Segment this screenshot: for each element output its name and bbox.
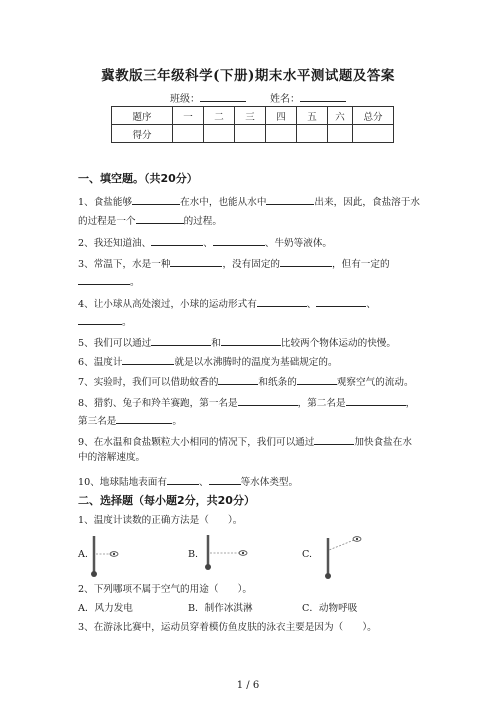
q3-line1	[78, 256, 390, 271]
q8-blank-2[interactable]	[346, 395, 406, 406]
q4-blank-1[interactable]	[257, 296, 307, 307]
score-row-label: 得分	[112, 125, 173, 143]
score-input-cell[interactable]	[173, 125, 204, 143]
q3-line2	[78, 274, 140, 289]
q7-text: 7、实验时，我们可以借助蚊香的	[78, 377, 219, 388]
q1-text: 的过程是一个	[78, 216, 136, 227]
q7-blank-2[interactable]	[297, 374, 337, 385]
q5-text: 比较两个物体运动的快慢。	[280, 338, 396, 349]
score-table	[111, 106, 394, 143]
score-cell: 总分	[353, 107, 394, 125]
q10-blank-1[interactable]	[167, 474, 199, 485]
score-input-cell[interactable]	[204, 125, 235, 143]
score-input-cell[interactable]	[266, 125, 297, 143]
q7-text: 和纸条的	[258, 377, 297, 388]
mc-q1: 1、温度计读数的正确方法是（ ）。	[78, 515, 243, 526]
q3-blank-3[interactable]	[78, 274, 130, 285]
q6-text: 6、温度计	[78, 357, 123, 368]
q1-blank-2[interactable]	[266, 194, 314, 205]
score-cell: 题序	[112, 107, 173, 125]
thermometer-figure-a	[86, 534, 120, 578]
score-cell: 六	[328, 107, 353, 125]
q2-option-b[interactable]: B．制作冰淇淋	[188, 603, 253, 614]
mc-q2: 2、下列哪项不属于空气的用途（ ）。	[78, 584, 252, 595]
q2-line	[78, 235, 332, 250]
score-input-cell[interactable]	[235, 125, 266, 143]
q3-text: 。	[130, 277, 140, 288]
score-input-cell[interactable]	[328, 125, 353, 143]
q6-text: 就是以水沸腾时的温度为基础规定的。	[174, 357, 338, 368]
q8-text: 。	[172, 416, 182, 427]
score-cell: 五	[297, 107, 328, 125]
q10-blank-2[interactable]	[209, 474, 241, 485]
q6-line	[78, 354, 338, 369]
q4-text: 、	[306, 299, 317, 310]
q2-text: 、	[203, 238, 213, 249]
q1-line2	[78, 213, 222, 228]
q8-text: ，第二名是	[297, 398, 346, 409]
q7-line	[78, 374, 414, 389]
q1-blank-3[interactable]	[136, 213, 184, 224]
q1-option-a-label[interactable]: A.	[78, 549, 88, 560]
q5-text: 和	[211, 338, 221, 349]
thermometer-figure-b	[200, 533, 250, 573]
name-blank	[300, 90, 346, 102]
q5-text: 5、我们可以通过	[78, 338, 152, 349]
q4-line1	[78, 296, 376, 311]
section2-heading: 二、选择题（每小题2分，共20分）	[78, 494, 255, 507]
q1-blank-1[interactable]	[132, 194, 180, 205]
q1-text: 在水中，也能从水中	[180, 197, 267, 208]
q8-line2	[78, 413, 182, 428]
q4-text: 。	[122, 317, 132, 328]
page-title: 冀教版三年级科学(下册)期末水平测试题及答案	[101, 68, 395, 84]
q6-blank-1[interactable]	[122, 354, 174, 365]
class-field	[170, 90, 246, 105]
q5-line	[78, 335, 396, 350]
q9-text: 9、在水温和食盐颗粒大小相同的情况下，我们可以通过	[78, 437, 315, 448]
score-cell: 二	[204, 107, 235, 125]
q1-text: 出来，因此，食盐溶于水	[314, 197, 420, 208]
name-field	[270, 90, 346, 105]
page-number: 1 / 6	[236, 680, 260, 691]
q10-text: 10、地球陆地表面有	[78, 477, 167, 488]
thermometer-figure-c	[320, 532, 366, 580]
q10-text: 等水体类型。	[240, 477, 299, 488]
q1-line1	[78, 194, 420, 209]
q2-text: 2、我还知道油、	[78, 238, 152, 249]
q4-blank-2[interactable]	[316, 296, 366, 307]
q9-text: 加快食盐在水	[354, 437, 412, 448]
q4-blank-3[interactable]	[78, 314, 122, 325]
q2-text: 、牛奶等液体。	[264, 238, 333, 249]
score-input-cell[interactable]	[353, 125, 394, 143]
q8-line1	[78, 395, 415, 410]
q5-blank-1[interactable]	[151, 335, 211, 346]
name-label: 姓名：	[270, 94, 300, 105]
q2-option-c[interactable]: C．动物呼吸	[302, 603, 358, 614]
score-input-cell[interactable]	[297, 125, 328, 143]
score-cell: 一	[173, 107, 204, 125]
q4-text: 、	[366, 299, 376, 310]
q4-line2	[78, 314, 132, 329]
score-table-score-row	[112, 125, 394, 143]
q8-blank-1[interactable]	[238, 395, 298, 406]
q9-text: 中的溶解速度。	[78, 452, 146, 463]
q5-blank-2[interactable]	[221, 335, 281, 346]
q3-blank-2[interactable]	[280, 256, 332, 267]
class-blank	[200, 90, 246, 102]
q2-blank-1[interactable]	[151, 235, 203, 246]
q2-option-a[interactable]: A．风力发电	[78, 603, 133, 614]
q8-text: ，	[405, 398, 416, 409]
q8-blank-3[interactable]	[116, 413, 172, 424]
q2-blank-2[interactable]	[213, 235, 265, 246]
score-cell: 三	[235, 107, 266, 125]
q9-line2	[78, 452, 145, 464]
q7-blank-1[interactable]	[218, 374, 258, 385]
q3-text: ，没有固定的	[222, 259, 281, 270]
q8-text: 8、猎豹、兔子和羚羊赛跑，第一名是	[78, 398, 238, 409]
q1-option-b-label[interactable]: B.	[188, 549, 199, 560]
q10-line	[78, 474, 298, 489]
q10-text: 、	[198, 477, 209, 488]
q1-text: 的过程。	[183, 216, 222, 227]
q3-text: 3、常温下，水是一种	[78, 259, 171, 270]
q9-line1	[78, 434, 412, 449]
score-cell: 四	[266, 107, 297, 125]
q3-text: ，但有一定的	[332, 259, 390, 270]
score-table-header-row	[112, 107, 394, 125]
mc-q3: 3、在游泳比赛中，运动员穿着模仿鱼皮肤的泳衣主要是因为（ ）。	[78, 622, 377, 633]
q4-text: 4、让小球从高处滚过，小球的运动形式有	[78, 299, 257, 310]
q1-text: 1、食盐能够	[78, 197, 133, 208]
q9-blank-1[interactable]	[314, 434, 354, 445]
q1-option-c-label[interactable]: C.	[302, 549, 313, 560]
q3-blank-1[interactable]	[170, 256, 222, 267]
q7-text: 观察空气的流动。	[336, 377, 414, 388]
q8-text: 第三名是	[78, 416, 117, 427]
section1-heading: 一、填空题。（共20分）	[78, 172, 198, 185]
class-label: 班级：	[170, 94, 200, 105]
